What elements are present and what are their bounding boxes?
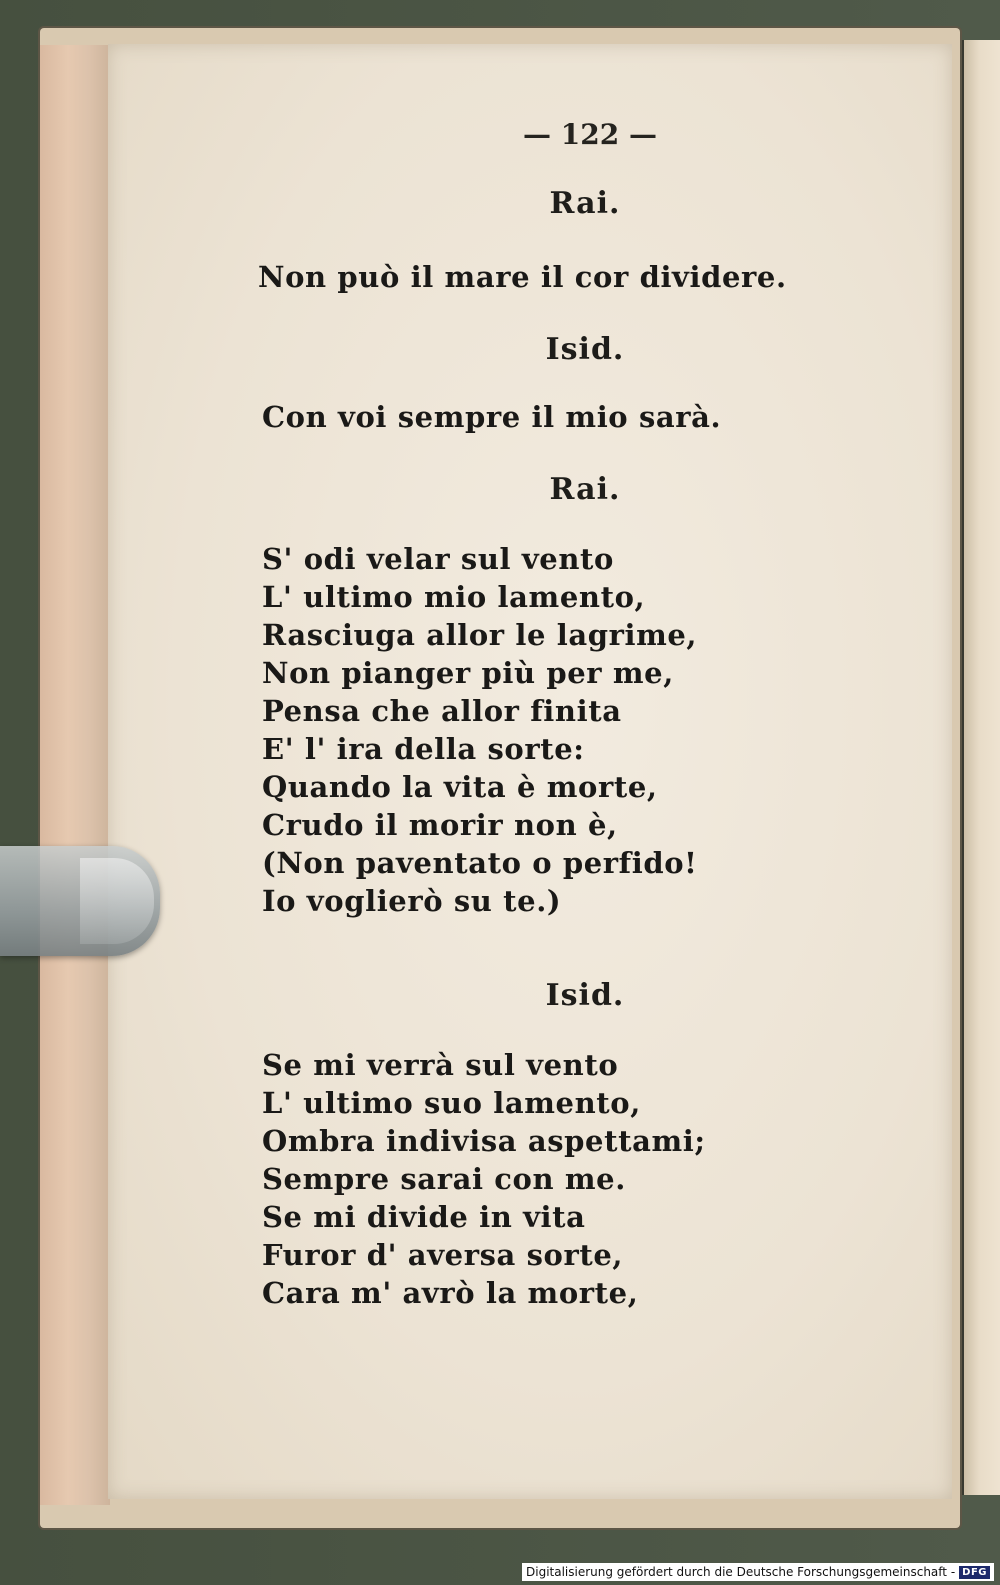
speaker-heading: Rai. [549, 186, 621, 221]
verse-line: Io voglierò su te.) [262, 884, 562, 918]
dfg-logo: DFG [959, 1566, 990, 1579]
verse-line: Rasciuga allor le lagrime, [262, 618, 698, 652]
speaker-heading: Isid. [545, 978, 625, 1013]
digitization-credit-text: Digitalisierung gefördert durch die Deutsche Forschungsgemeinschaft - [526, 1565, 956, 1579]
page-number: — 122 — [523, 118, 657, 151]
verse-line: Se mi divide in vita [262, 1200, 586, 1234]
verse-line: L' ultimo mio lamento, [262, 580, 646, 614]
verse-line: Non pianger più per me, [262, 656, 674, 690]
verse-line: Cara m' avrò la morte, [262, 1276, 639, 1310]
verse-line: L' ultimo suo lamento, [262, 1086, 641, 1120]
verse-line: S' odi velar sul vento [262, 542, 614, 576]
verse-line: E' l' ira della sorte: [262, 732, 585, 766]
verse-line: Quando la vita è morte, [262, 770, 658, 804]
speaker-heading: Isid. [545, 332, 625, 367]
facing-page-edge [962, 40, 1000, 1495]
verse-line: (Non paventato o perfido! [262, 846, 698, 880]
verse-line: Sempre sarai con me. [262, 1162, 626, 1196]
verse-line: Se mi verrà sul vento [262, 1048, 619, 1082]
scanner-thumb-nail [80, 858, 154, 944]
page-fore-edge [40, 45, 110, 1505]
digitization-credit [522, 1563, 994, 1581]
verse-line: Pensa che allor finita [262, 694, 622, 728]
verse-line: Non può il mare il cor dividere. [258, 260, 787, 294]
verse-line: Crudo il morir non è, [262, 808, 618, 842]
verse-line: Ombra indivisa aspettami; [262, 1124, 706, 1158]
verse-line: Furor d' aversa sorte, [262, 1238, 624, 1272]
verse-line: Con voi sempre il mio sarà. [262, 400, 722, 434]
speaker-heading: Rai. [549, 472, 621, 507]
